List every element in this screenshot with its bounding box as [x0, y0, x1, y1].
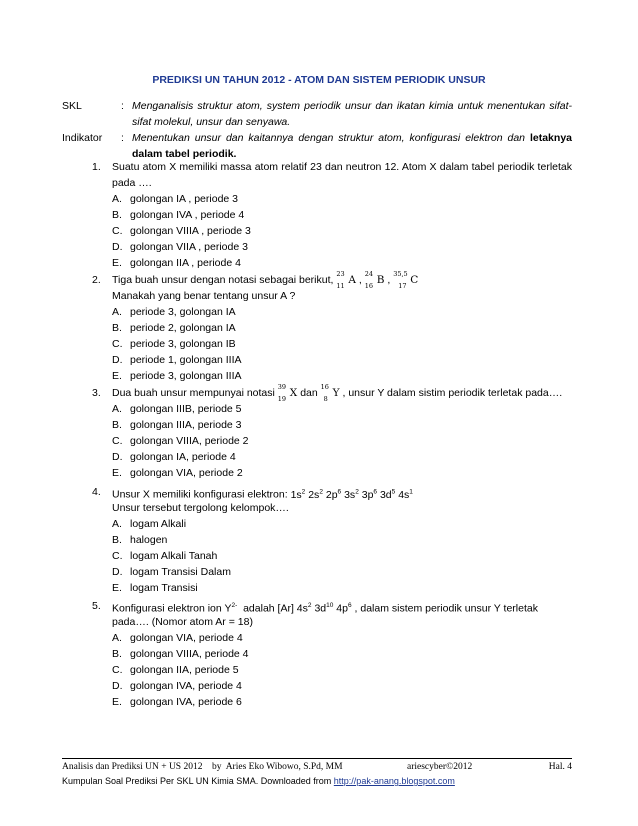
orbital: 2s	[308, 488, 320, 501]
question-subtext: pada…. (Nomor atom Ar = 18)	[112, 616, 253, 628]
orbital: 3d	[379, 488, 392, 501]
question-5	[92, 598, 572, 708]
option-text: golongan IIA , periode 4	[130, 257, 241, 269]
skl-row	[62, 98, 572, 130]
electron-count: 6	[337, 488, 342, 495]
page-title: PREDIKSI UN TAHUN 2012 - ATOM DAN SISTEM PERIODIK UNSUR	[152, 74, 486, 86]
option-text: periode 3, golongan IA	[130, 306, 236, 318]
electron-count: 2	[355, 488, 359, 495]
question-text	[112, 385, 572, 401]
option-text: golongan VIA, periode 4	[130, 632, 243, 644]
footer-page-number: Hal. 4	[548, 762, 572, 772]
orbital: 1s	[290, 488, 302, 501]
option-label: D.	[112, 451, 123, 463]
atomic-number: 16	[364, 282, 373, 290]
atomic-number: 19	[277, 395, 287, 403]
footer-author: Analisis dan Prediksi UN + US 2012 by Aries Eko Wibowo, S.Pd, MM	[62, 762, 343, 772]
indikator-colon: :	[121, 132, 124, 144]
option-label: B.	[112, 419, 122, 431]
orbital: 3d	[314, 602, 327, 615]
skl-value: Menganalisis struktur atom, system periodik unsur dan ikatan kimia untuk menentukan sifat-sifat molekul, unsur dan senyawa.	[132, 100, 572, 128]
indikator-italic: Menentukan unsur dan kaitannya dengan struktur atom, konfigurasi elektron dan	[132, 132, 526, 144]
question-text	[112, 272, 572, 288]
option-text: periode 1, golongan IIIA	[130, 354, 242, 366]
option-label: E.	[112, 582, 122, 594]
option-text: golongan IIA, periode 5	[130, 664, 239, 676]
electron-config	[291, 489, 413, 501]
mass-number: 24	[364, 270, 373, 278]
option-label: E.	[112, 467, 122, 479]
option-label: B.	[112, 322, 122, 334]
option-label: C.	[112, 225, 123, 237]
option-label: D.	[112, 566, 123, 578]
option-text: halogen	[130, 534, 168, 546]
footer-link[interactable]: http://pak-anang.blogspot.com	[333, 776, 455, 786]
option-text: golongan IVA , periode 4	[130, 209, 245, 221]
text-part: , dalam sistem periodik unsur Y terletak	[354, 602, 538, 615]
orbital: 3s	[344, 488, 356, 501]
conjunction: dan	[300, 387, 318, 399]
option-label: A.	[112, 403, 122, 415]
indikator-row	[62, 130, 572, 162]
option-label: E.	[112, 370, 122, 382]
option-text: golongan VIIIA, periode 2	[130, 435, 249, 447]
option-text: golongan VIA, periode 2	[130, 467, 243, 479]
nuclide-y	[321, 385, 340, 401]
option-text: periode 3, golongan IIIA	[130, 370, 242, 382]
option-label: C.	[112, 664, 123, 676]
question-subtext: Unsur tersebut tergolong kelompok….	[112, 502, 289, 514]
separator: ,	[355, 274, 362, 286]
separator: ,	[384, 274, 391, 286]
option-label: D.	[112, 680, 123, 692]
atomic-number: 17	[398, 282, 407, 290]
option-label: A.	[112, 632, 122, 644]
footer-divider	[62, 758, 572, 759]
option-label: C.	[112, 435, 123, 447]
nuclide-a	[336, 272, 356, 288]
skl-colon: :	[121, 100, 124, 112]
element-symbol: A	[348, 274, 356, 286]
option-label: A.	[112, 306, 122, 318]
question-number: 3.	[92, 387, 101, 399]
mass-number: 23	[336, 270, 345, 278]
mass-number: 39	[277, 383, 287, 391]
option-label: B.	[112, 209, 122, 221]
option-text: golongan IVA, periode 4	[130, 680, 242, 692]
electron-count: 2	[301, 488, 306, 495]
option-label: C.	[112, 550, 123, 562]
mass-number: 35,5	[393, 270, 408, 278]
option-label: E.	[112, 696, 122, 708]
option-text: golongan IIIB, periode 5	[130, 403, 242, 415]
indikator-bold: letaknya dalam tabel periodik.	[132, 132, 572, 160]
nuclide-c	[393, 272, 418, 288]
question-text: Suatu atom X memiliki massa atom relatif 23 dan neutron 12. Atom X dalam tabel periodik terletak pada ….	[112, 161, 572, 189]
option-text: golongan VIIA , periode 3	[130, 241, 248, 253]
option-label: A.	[112, 193, 122, 205]
question-text-main: Unsur X memiliki konfigurasi elektron:	[112, 488, 288, 501]
skl-key: SKL	[62, 100, 82, 112]
atomic-number: 11	[336, 282, 345, 290]
option-text: golongan IA , periode 3	[130, 193, 239, 205]
option-text: golongan VIIIA , periode 3	[130, 225, 251, 237]
question-number: 1.	[92, 161, 101, 173]
element-symbol: Y	[332, 387, 340, 399]
orbital: 2p	[325, 488, 338, 501]
element-symbol: C	[410, 274, 419, 286]
footer-source: Kumpulan Soal Prediksi Per SKL UN Kimia SMA. Downloaded from	[62, 776, 332, 786]
question-number: 4.	[92, 486, 101, 498]
orbital: 4p	[336, 602, 348, 615]
footer-line-2	[62, 776, 455, 786]
option-label: D.	[112, 354, 123, 366]
option-label: B.	[112, 648, 122, 660]
option-text: logam Alkali Tanah	[130, 550, 218, 562]
option-text: golongan VIIIA, periode 4	[130, 648, 249, 660]
element-symbol: X	[289, 387, 298, 399]
text-part: adalah [Ar] 4s	[243, 602, 308, 615]
question-text-main: Tiga buah unsur dengan notasi sebagai berikut,	[112, 274, 334, 286]
electron-count: 6	[373, 488, 378, 495]
atomic-number: 8	[323, 395, 328, 403]
question-2	[92, 272, 572, 382]
orbital: 3p	[361, 488, 374, 501]
option-text: logam Transisi Dalam	[130, 566, 231, 578]
electron-count: 1	[409, 488, 413, 495]
indikator-key: Indikator	[62, 132, 103, 144]
option-text: logam Alkali	[130, 518, 187, 530]
indikator-value	[132, 130, 572, 162]
option-text: periode 2, golongan IA	[130, 322, 236, 334]
option-label: A.	[112, 518, 122, 530]
question-3	[92, 385, 572, 495]
text-part: Konfigurasi elektron ion Y	[112, 602, 232, 615]
option-text: periode 3, golongan IB	[130, 338, 236, 350]
option-text: golongan IVA, periode 6	[130, 696, 242, 708]
nuclide-b	[365, 272, 385, 288]
element-symbol: B	[376, 274, 385, 286]
electron-count: 10	[326, 602, 334, 609]
question-4	[92, 484, 572, 594]
question-text-end: , unsur Y dalam sistim periodik terletak pada….	[342, 387, 563, 399]
option-text: logam Transisi	[130, 582, 198, 594]
footer-copyright: ariescyber©2012	[407, 762, 473, 772]
option-text: golongan IA, periode 4	[130, 451, 236, 463]
option-label: E.	[112, 257, 122, 269]
question-subtext: Manakah yang benar tentang unsur A ?	[112, 290, 296, 302]
ion-charge: 2-	[231, 602, 238, 609]
mass-number: 16	[320, 383, 329, 391]
electron-count: 2	[307, 602, 312, 609]
question-text-main: Dua buah unsur mempunyai notasi	[112, 387, 275, 399]
option-text: golongan IIIA, periode 3	[130, 419, 242, 431]
electron-count: 5	[391, 488, 396, 495]
electron-count: 6	[347, 602, 352, 609]
nuclide-x	[278, 385, 297, 401]
option-label: D.	[112, 241, 123, 253]
option-label: B.	[112, 534, 122, 546]
orbital: 4s	[398, 488, 410, 501]
question-number: 5.	[92, 600, 101, 612]
option-label: C.	[112, 338, 123, 350]
electron-count: 2	[319, 488, 323, 495]
question-number: 2.	[92, 274, 101, 286]
